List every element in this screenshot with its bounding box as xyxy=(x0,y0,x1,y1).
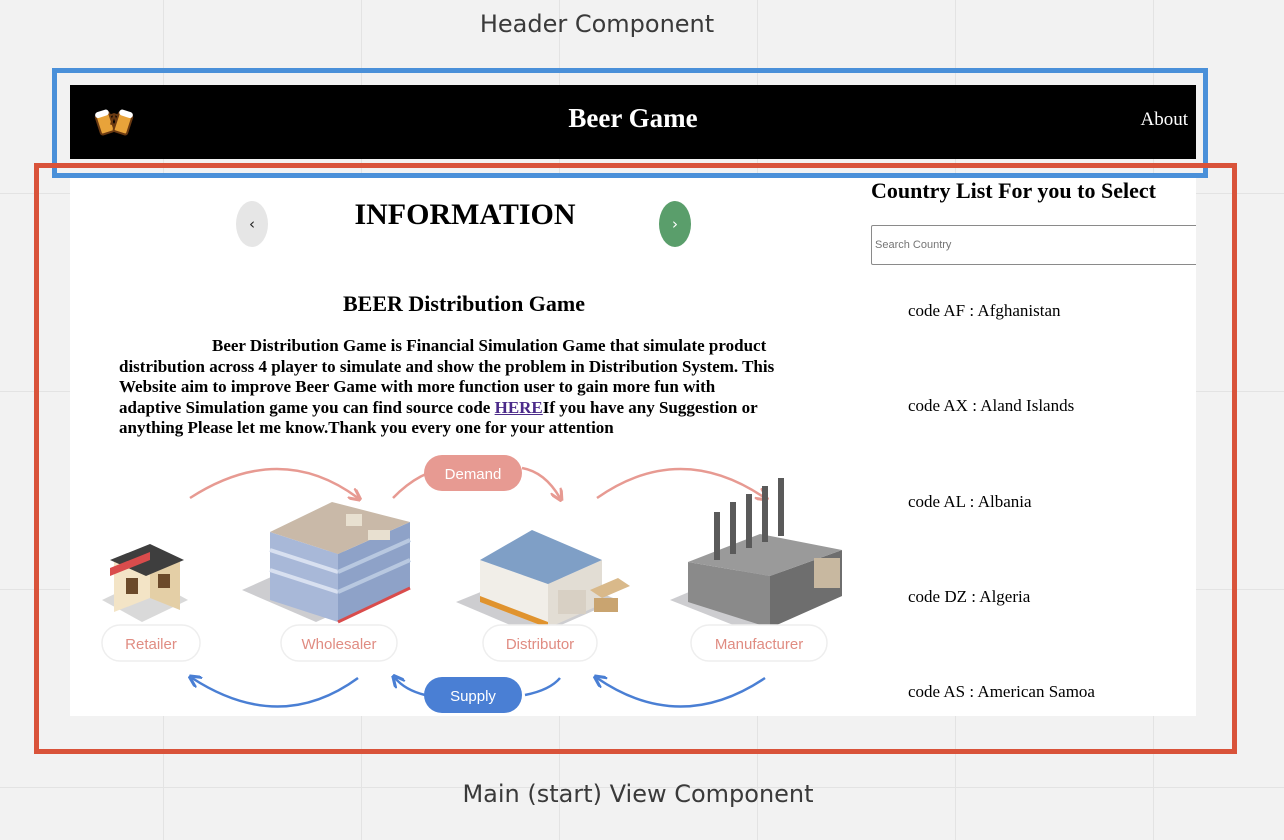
main-view-component-outline xyxy=(34,163,1237,754)
source-code-link[interactable]: HERE xyxy=(494,397,543,417)
retailer-label: Retailer xyxy=(125,636,177,653)
country-item[interactable]: code AF : Afghanistan xyxy=(908,301,1061,320)
header-component-outline xyxy=(52,68,1208,178)
country-item[interactable]: code DZ : Algeria xyxy=(908,586,1031,606)
country-item[interactable]: code AX : Aland Islands xyxy=(908,396,1075,416)
next-button[interactable]: › xyxy=(659,201,691,247)
country-list-title: Country List For you to Select xyxy=(871,178,1156,203)
header-component-label: Header Component xyxy=(479,10,715,38)
information-title: INFORMATION xyxy=(354,198,576,231)
description-text: Beer Distribution Game is Financial Simulation Game that simulate product distribution across 4 player to simulate and show the problem in Distribution System. This Website aim to improve Beer Game with more function user to gain more fun with adaptive Simulation game you can find source code xyxy=(119,336,775,417)
demand-label: Demand xyxy=(444,466,502,483)
country-item[interactable]: code AL : Albania xyxy=(908,491,1032,511)
distributor-label: Distributor xyxy=(505,636,575,653)
about-link[interactable]: About xyxy=(1140,109,1188,130)
main-view-component-label: Main (start) View Component xyxy=(462,780,814,808)
game-title: BEER Distribution Game xyxy=(342,291,586,316)
country-item[interactable]: code AS : American Samoa xyxy=(908,682,1095,702)
brand-title: Beer Game xyxy=(568,103,698,133)
description-text-end: If you have any Suggestion or anything Please let me know.Thank you every one for your attention xyxy=(119,397,758,437)
supply-label: Supply xyxy=(450,688,496,705)
prev-button[interactable]: ‹ xyxy=(236,201,268,247)
wholesaler-label: Wholesaler xyxy=(301,636,377,653)
manufacturer-label: Manufacturer xyxy=(714,636,804,653)
